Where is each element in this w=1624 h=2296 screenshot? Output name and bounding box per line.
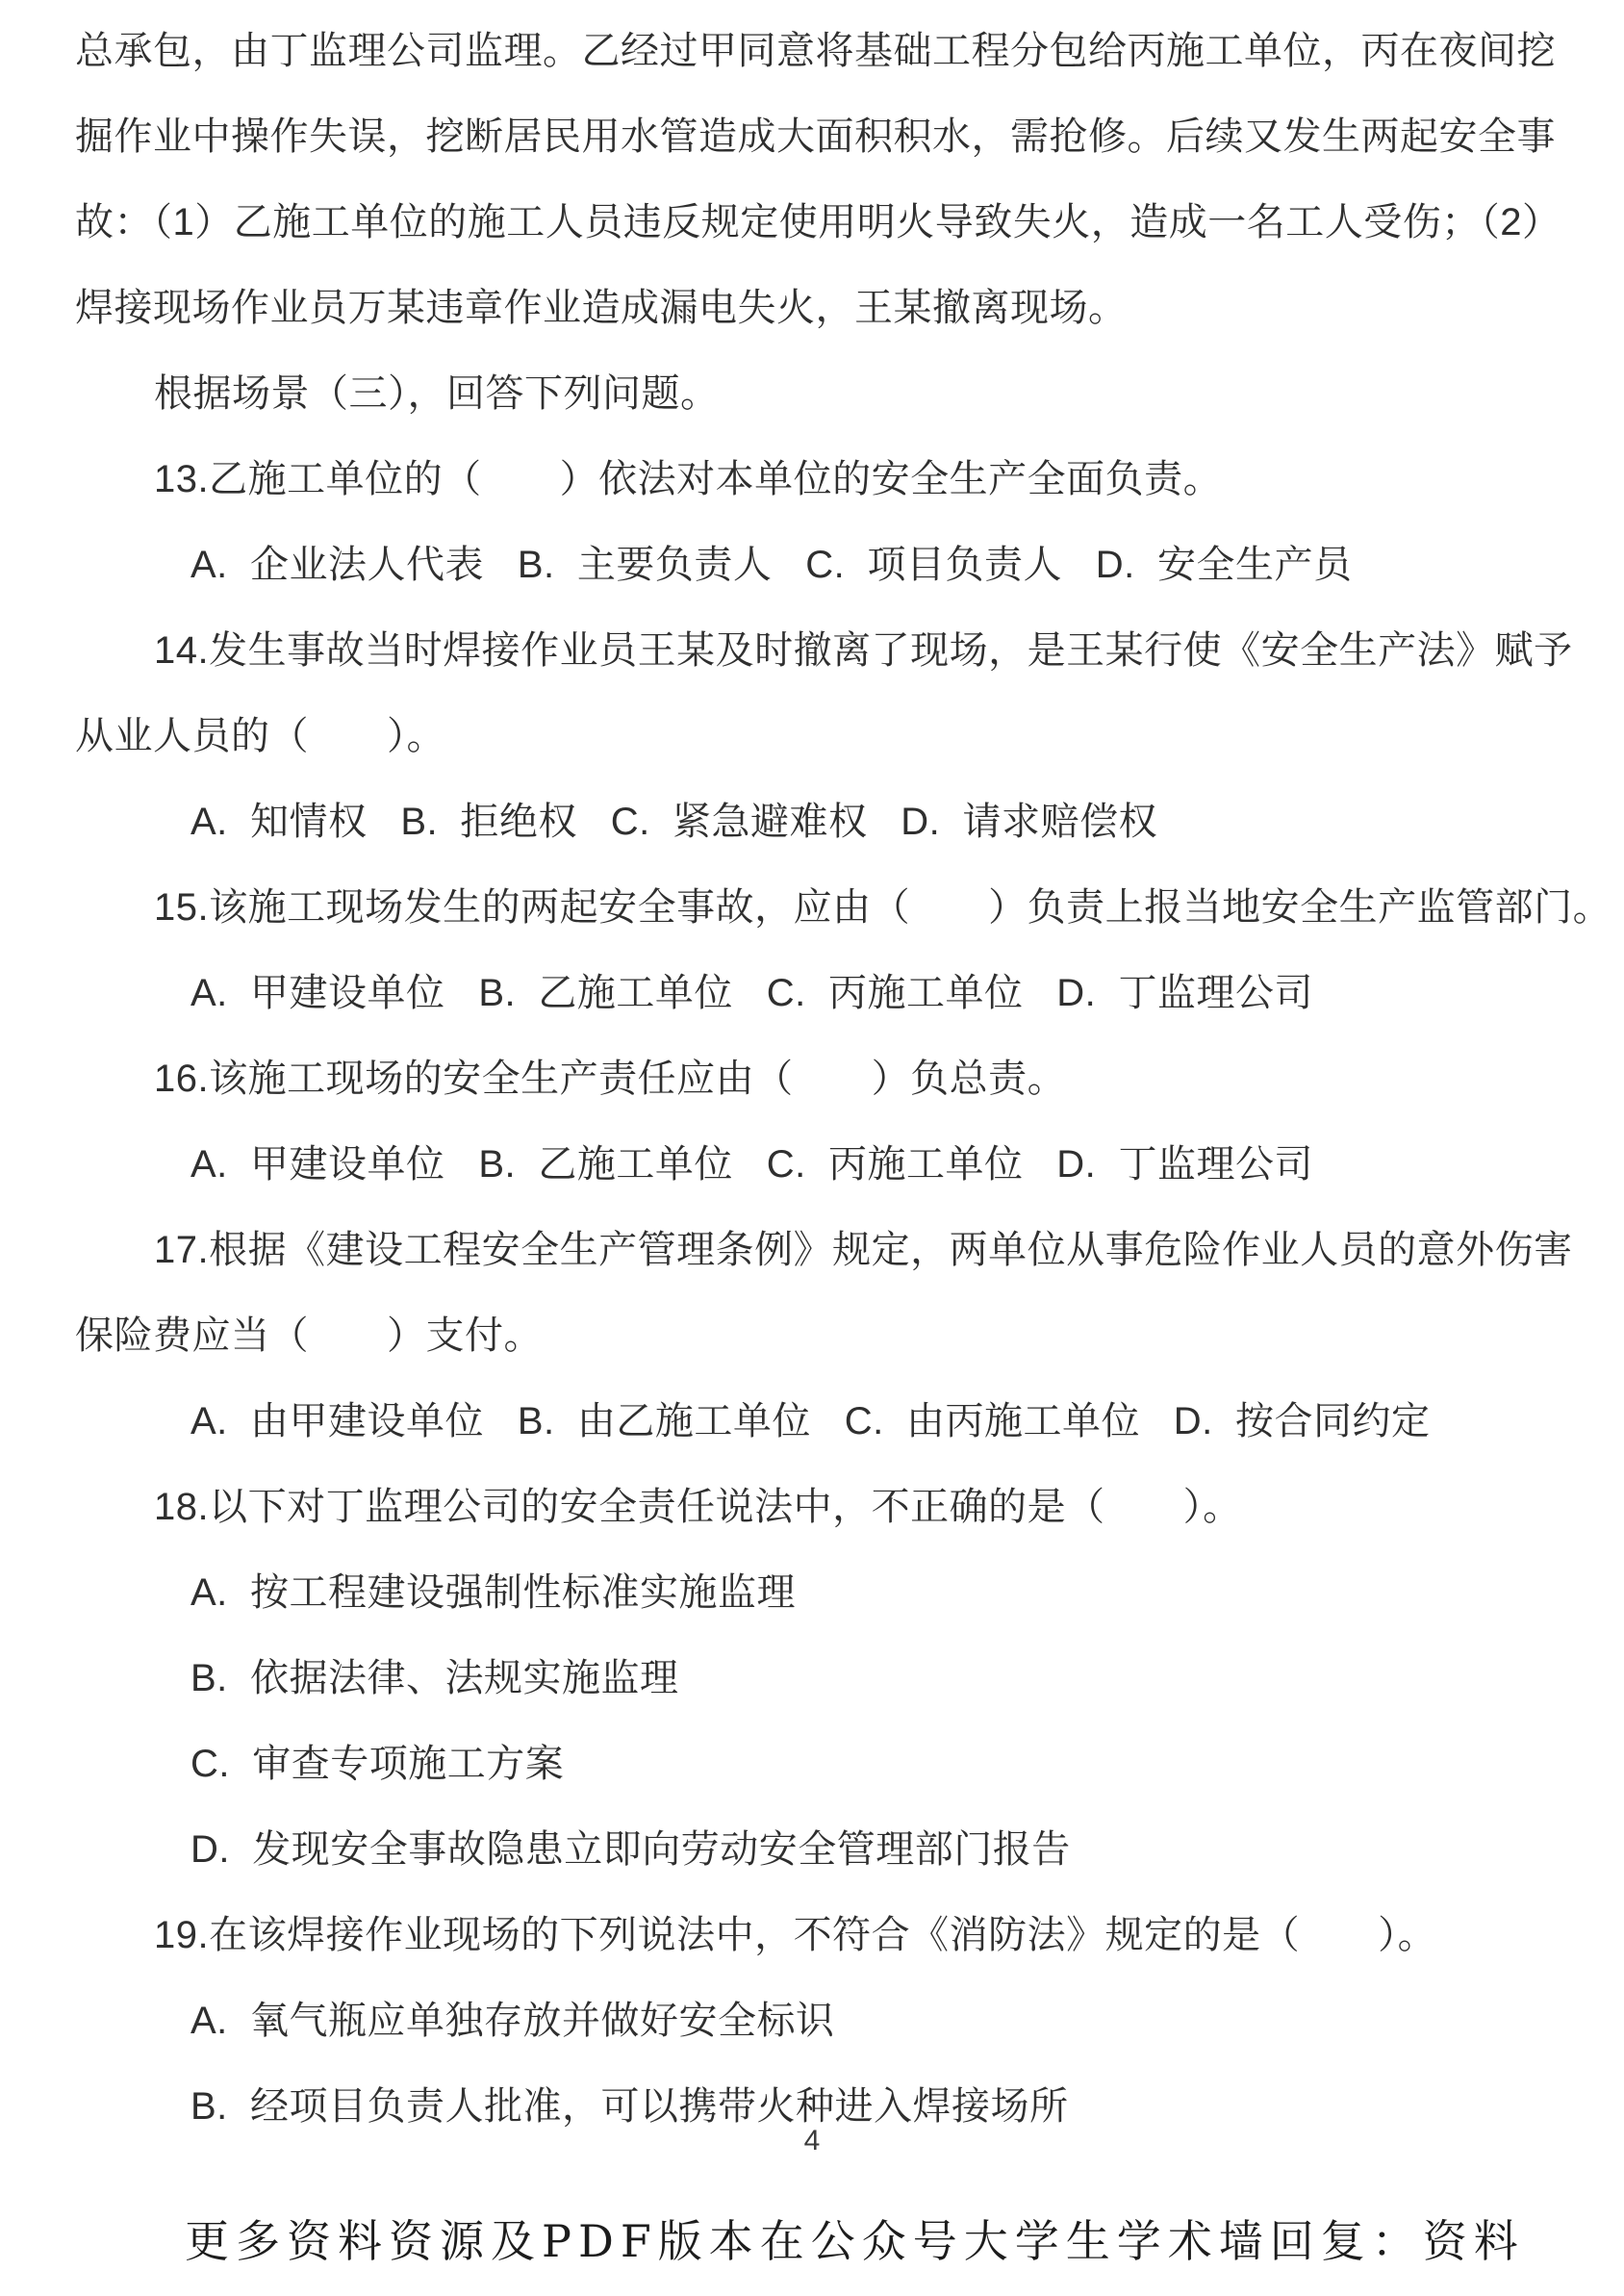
question-13-options: A. 企业法人代表 B. 主要负责人 C. 项目负责人 D. 安全生产员 bbox=[190, 544, 1353, 586]
question-13-stem: 13.乙施工单位的（ ）依法对本单位的安全生产全面负责。 bbox=[154, 458, 1223, 500]
question-17-options: A. 由甲建设单位 B. 由乙施工单位 C. 由丙施工单位 D. 按合同约定 bbox=[190, 1400, 1431, 1442]
question-18-option-d: D. 发现安全事故隐患立即向劳动安全管理部门报告 bbox=[190, 1828, 1071, 1871]
question-19-stem: 19.在该焊接作业现场的下列说法中，不符合《消防法》规定的是（ ）。 bbox=[154, 1914, 1437, 1956]
question-19-option-b: B. 经项目负责人批准，可以携带火种进入焊接场所 bbox=[190, 2085, 1069, 2128]
question-15-options: A. 甲建设单位 B. 乙施工单位 C. 丙施工单位 D. 丁监理公司 bbox=[190, 972, 1314, 1014]
scenario-line: 焊接现场作业员万某违章作业造成漏电失火，王某撤离现场。 bbox=[75, 287, 1128, 329]
page-number: 4 bbox=[803, 2125, 821, 2156]
scenario-line: 总承包，由丁监理公司监理。乙经过甲同意将基础工程分包给丙施工单位，丙在夜间挖 bbox=[75, 30, 1556, 72]
question-16-stem: 16.该施工现场的安全生产责任应由（ ）负总责。 bbox=[154, 1058, 1067, 1100]
question-14-options: A. 知情权 B. 拒绝权 C. 紧急避难权 D. 请求赔偿权 bbox=[190, 801, 1158, 843]
question-17-stem: 17.根据《建设工程安全生产管理条例》规定，两单位从事危险作业人员的意外伤害 bbox=[154, 1229, 1573, 1271]
question-16-options: A. 甲建设单位 B. 乙施工单位 C. 丙施工单位 D. 丁监理公司 bbox=[190, 1143, 1314, 1186]
question-17-stem: 保险费应当（ ）支付。 bbox=[75, 1314, 543, 1357]
question-18-option-a: A. 按工程建设强制性标准实施监理 bbox=[190, 1571, 797, 1614]
question-18-stem: 18.以下对丁监理公司的安全责任说法中，不正确的是（ ）。 bbox=[154, 1486, 1242, 1528]
intro-line: 根据场景（三），回答下列问题。 bbox=[154, 372, 720, 415]
question-15-stem: 15.该施工现场发生的两起安全事故，应由（ ）负责上报当地安全生产监管部门。 bbox=[154, 886, 1612, 929]
question-19-option-a: A. 氧气瓶应单独存放并做好安全标识 bbox=[190, 2000, 835, 2042]
question-14-stem: 14.发生事故当时焊接作业员王某及时撤离了现场，是王某行使《安全生产法》赋予 bbox=[154, 629, 1573, 672]
question-18-option-c: C. 审查专项施工方案 bbox=[190, 1743, 565, 1785]
footer-promo-text: 更多资料资源及PDF版本在公众号大学生学术墙回复：资料 bbox=[185, 2215, 1525, 2267]
question-18-option-b: B. 依据法律、法规实施监理 bbox=[190, 1657, 679, 1699]
question-14-stem: 从业人员的（ ）。 bbox=[75, 715, 445, 757]
scenario-line: 掘作业中操作失误，挖断居民用水管造成大面积积水，需抢修。后续又发生两起安全事 bbox=[75, 115, 1556, 158]
scenario-line: 故：（1）乙施工单位的施工人员违反规定使用明火导致失火，造成一名工人受伤；（2） bbox=[75, 201, 1561, 243]
